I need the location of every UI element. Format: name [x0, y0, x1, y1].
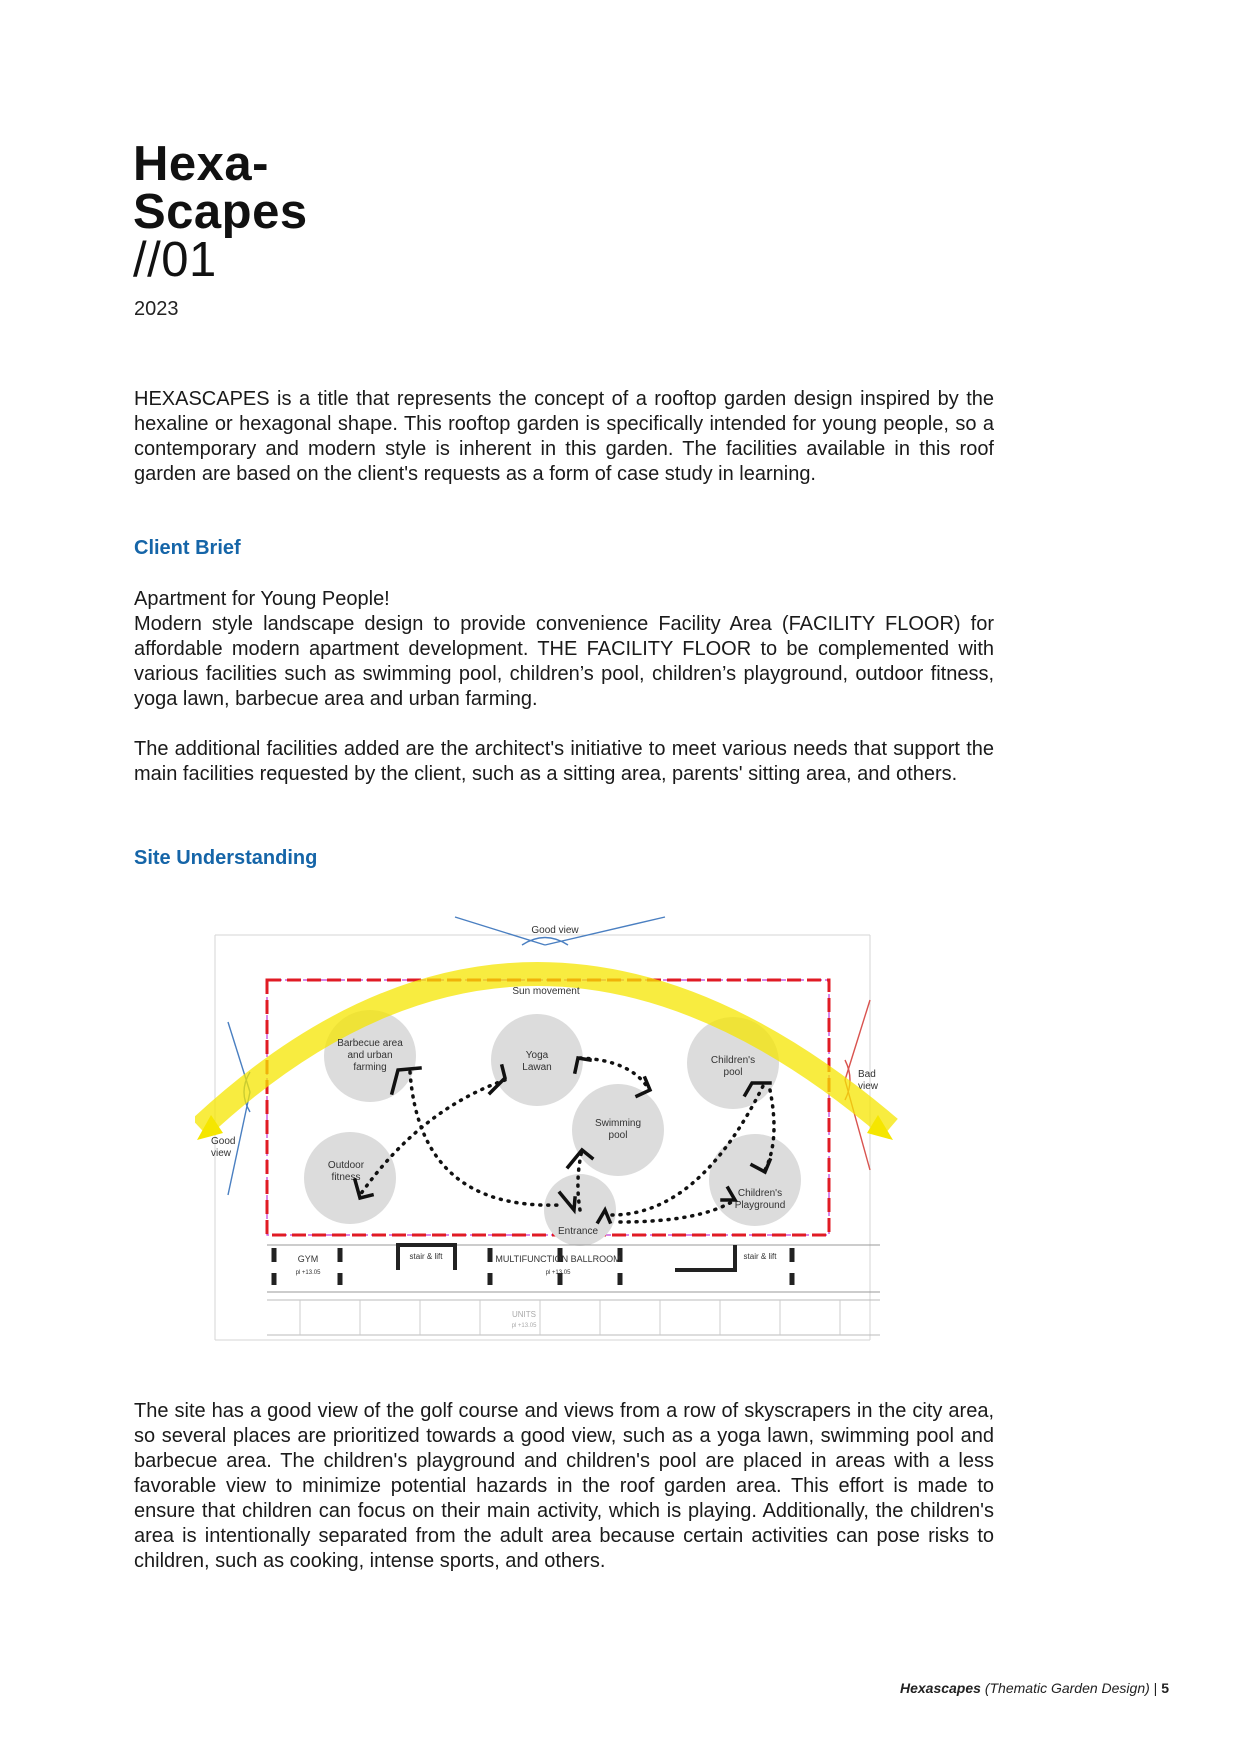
sun-movement-label: Sun movement	[512, 986, 580, 997]
site-understanding-diagram	[195, 902, 900, 1367]
project-year: 2023	[134, 298, 179, 320]
client-brief-additional: The additional facilities added are the architect's initiative to meet various needs that support the main facilities requested by the client, such as a sitting area, parents' sitting area, and others.	[134, 738, 994, 785]
playground-label-2: Playground	[734, 1200, 786, 1211]
client-brief-body: Modern style landscape design to provide convenience Facility Area (FACILITY FLOOR) for affordable modern apartment development. THE FACILITY FLOOR to be complemented with various facilities such as swimming pool, children’s pool, children’s playground, outdoor fitness, yoga lawn, barbecue area and urban farming.	[134, 613, 994, 710]
stair-lift-left-label: stair & lift	[409, 1252, 443, 1261]
units-label: UNITS	[512, 1310, 536, 1319]
units-level: pl +13.05	[511, 1323, 537, 1329]
fitness-label-2: fitness	[331, 1172, 361, 1183]
bad-view-label-1: Bad	[858, 1069, 876, 1080]
intro-paragraph: HEXASCAPES is a title that represents the concept of a rooftop garden design inspired by the hexaline or hexagonal shape. This rooftop garden is specifically intended for young people, so a contemporary and modern style is inherent in this garden. The facilities available in this roof garden are based on the client's requests as a form of case study in learning.	[134, 388, 994, 485]
gym-level: pl +13.05	[295, 1270, 321, 1276]
good-view-left-label-1: Good	[211, 1136, 236, 1147]
gym-label: GYM	[297, 1254, 319, 1264]
bbq-label-1: Barbecue area	[337, 1038, 403, 1049]
client-brief-heading: Client Brief	[134, 537, 241, 559]
bad-view-label-2: view	[858, 1081, 879, 1092]
footer-project: Hexascapes	[899, 1680, 981, 1696]
swimming-label-1: Swimming	[594, 1118, 642, 1129]
playground-label-1: Children's	[737, 1188, 783, 1199]
page-number: 5	[1161, 1680, 1169, 1696]
yoga-label-1: Yoga	[525, 1050, 549, 1061]
title-line-1: Hexa-	[133, 137, 269, 191]
project-title	[133, 137, 308, 287]
childrens-pool-label-2: pool	[723, 1067, 743, 1078]
ballroom-level: pl +13.05	[545, 1270, 571, 1276]
bbq-label-2: and urban	[347, 1050, 393, 1061]
childrens-pool-label-1: Children's	[710, 1055, 756, 1066]
title-line-2: Scapes	[133, 185, 308, 239]
footer-subtitle: (Thematic Garden Design)	[984, 1680, 1150, 1696]
client-brief-tagline: Apartment for Young People!	[134, 588, 390, 610]
yoga-label-2: Lawan	[522, 1062, 552, 1073]
site-understanding-body: The site has a good view of the golf course and views from a row of skyscrapers in the city area, so several places are prioritized towards a good view, such as a yoga lawn, swimming pool and barbecue area. The children's playground and children's pool are placed in areas with a less favorable view to minimize potential hazards in the roof garden area. This effort is made to ensure that children can focus on their main activity, which is playing. Additionally, the children's area is intentionally separated from the adult area because certain activities can pose risks to children, such as cooking, intense sports, and others.	[134, 1400, 994, 1572]
fitness-label-1: Outdoor	[327, 1160, 365, 1171]
title-line-3: //01	[133, 233, 217, 287]
footer-separator: |	[1153, 1680, 1158, 1696]
bbq-label-3: farming	[353, 1062, 387, 1073]
stair-lift-right-label: stair & lift	[743, 1252, 777, 1261]
ballroom-label: MULTIFUNCTION BALLROOM	[495, 1254, 621, 1264]
entrance-label: Entrance	[557, 1226, 599, 1237]
swimming-label-2: pool	[608, 1130, 628, 1141]
good-view-top-label: Good view	[531, 925, 579, 936]
zone-playground	[709, 1134, 801, 1226]
page-footer	[900, 1680, 1169, 1696]
site-understanding-heading: Site Understanding	[134, 847, 318, 869]
good-view-left-label-2: view	[211, 1148, 232, 1159]
